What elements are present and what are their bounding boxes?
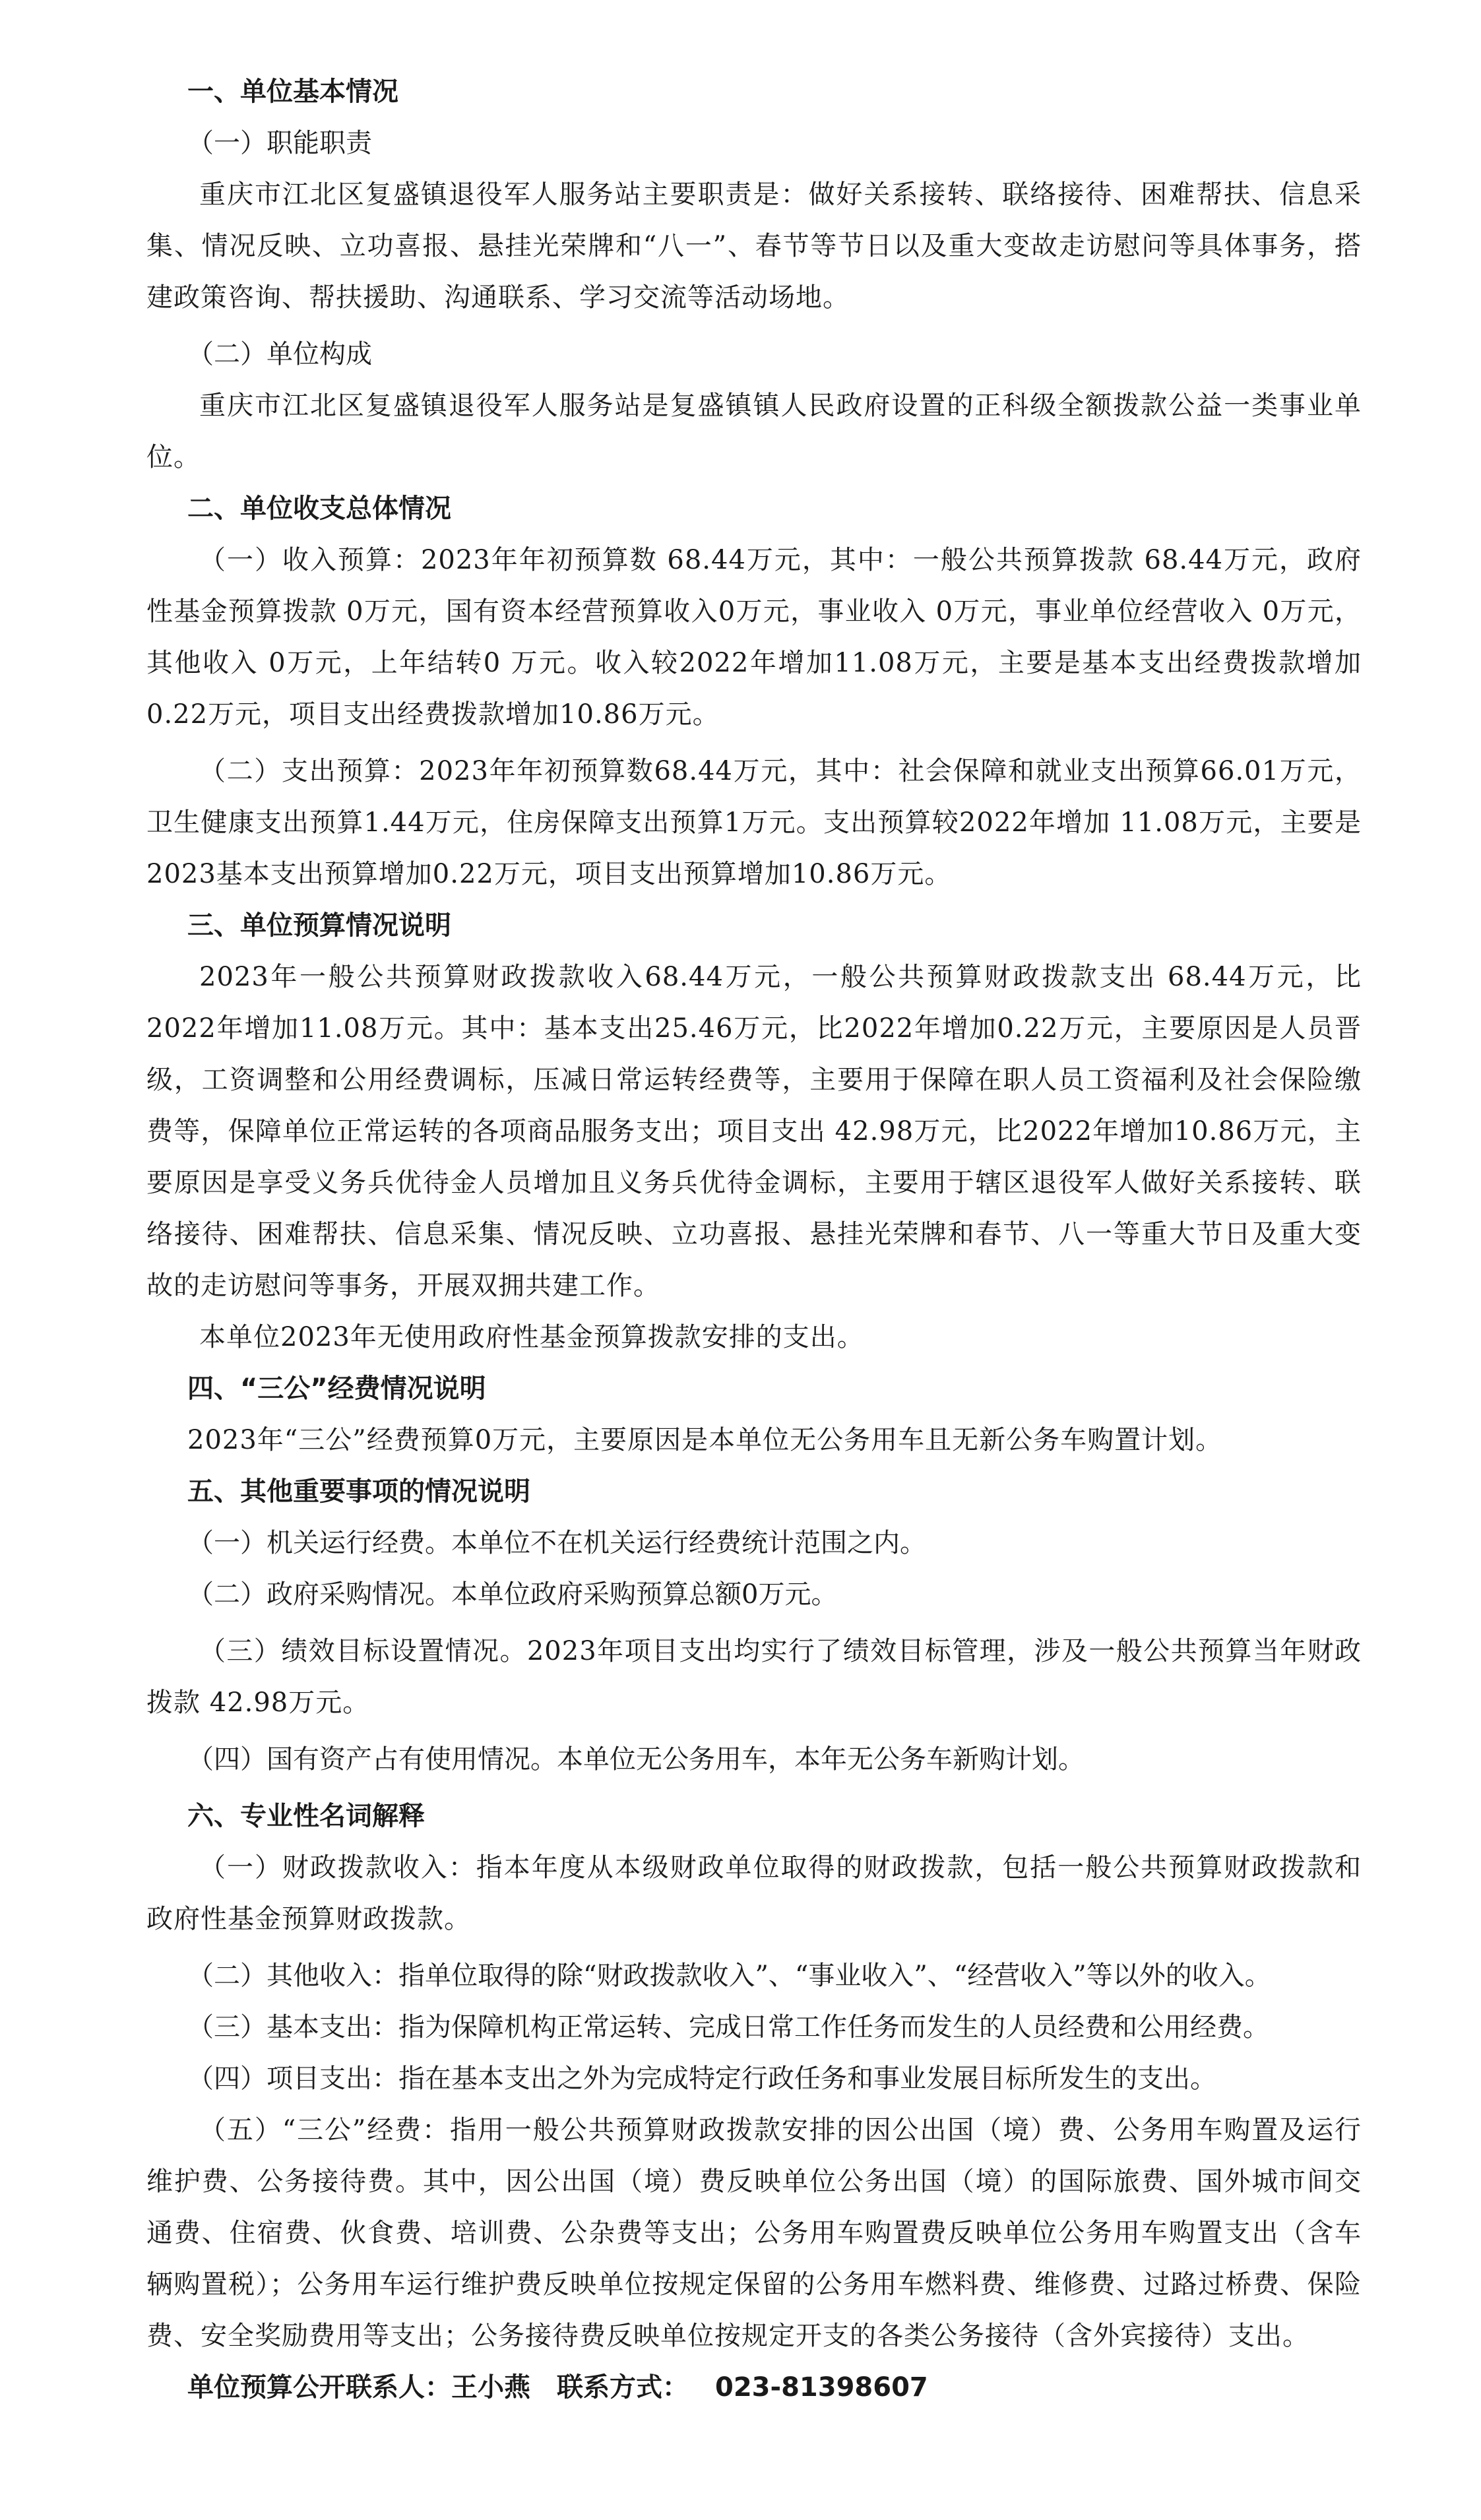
section-heading-three-public: 四、“三公”经费情况说明 — [187, 1373, 486, 1404]
paragraph-glossary-project-expenditure: （四）项目支出：指在基本支出之外为完成特定行政任务和事业发展目标所发生的支出。 — [187, 2063, 1216, 2094]
paragraph-performance-goals: （三）绩效目标设置情况。2023年项目支出均实行了绩效目标管理，涉及一般公共预算当年财政拨款 42.98万元。 — [146, 1636, 1362, 1718]
paragraph-glossary-basic-expenditure: （三）基本支出：指为保障机构正常运转、完成日常工作任务而发生的人员经费和公用经费。 — [187, 2012, 1269, 2042]
paragraph-state-assets: （四）国有资产占有使用情况。本单位无公务用车，本年无公务车新购计划。 — [187, 1744, 1085, 1775]
paragraph-expenditure-budget: （二）支出预算：2023年年初预算数68.44万元，其中：社会保障和就业支出预算66.01万元，卫生健康支出预算1.44万元，住房保障支出预算1万元。支出预算较2022年增加 11.08万元，主要是2023基本支出预算增加0.22万元，项目支出预算增加10.86万元。 — [146, 756, 1362, 889]
paragraph-glossary-three-public: （五）“三公”经费：指用一般公共预算财政拨款安排的因公出国（境）费、公务用车购置及运行维护费、公务接待费。其中，因公出国（境）费反映单位公务出国（境）的国际旅费、国外城市间交通费、住宿费、伙食费、培训费、公杂费等支出；公务用车购置费反映单位公务用车购置支出（含车辆购置税）；公务用车运行维护费反映单位按规定保留的公务用车燃料费、维修费、过路过桥费、保险费、安全奖励费用等支出；公务接待费反映单位按规定开支的各类公务接待（含外宾接待）支出。 — [146, 2115, 1362, 2351]
contact-phone: 023-81398607 — [715, 2372, 928, 2403]
paragraph-three-public: 2023年“三公”经费预算0万元，主要原因是本单位无公务用车且无新公务车购置计划。 — [187, 1425, 1223, 1455]
paragraph-procurement: （二）政府采购情况。本单位政府采购预算总额0万元。 — [187, 1579, 838, 1610]
section-heading-budget-explanation: 三、单位预算情况说明 — [187, 910, 451, 941]
subheading-duties: （一）职能职责 — [187, 128, 372, 158]
paragraph-gov-fund: 本单位2023年无使用政府性基金预算拨款安排的支出。 — [199, 1322, 864, 1352]
contact-line — [146, 2362, 1362, 2413]
contact-name: 王小燕 — [451, 2372, 530, 2403]
paragraph-budget-explanation: 2023年一般公共预算财政拨款收入68.44万元，一般公共预算财政拨款支出 68.44万元，比2022年增加11.08万元。其中：基本支出25.46万元，比2022年增加0.22万元，主要原因是人员晋级，工资调整和公用经费调标，压减日常运转经费等，主要用于保障在职人员工资福利及社会保险缴费等，保障单位正常运转的各项商品服务支出；项目支出 42.98万元，比2022年增加10.86万元，主要原因是享受义务兵优待金人员增加且义务兵优待金调标，主要用于辖区退役军人做好关系接转、联络接待、困难帮扶、信息采集、情况反映、立功喜报、悬挂光荣牌和春节、八一等重大节日及重大变故的走访慰问等事务，开展双拥共建工作。 — [146, 962, 1362, 1301]
document-page — [146, 66, 1362, 2413]
section-heading-basic-info: 一、单位基本情况 — [187, 77, 398, 107]
paragraph-glossary-other-income: （二）其他收入：指单位取得的除“财政拨款收入”、“事业收入”、“经营收入”等以外的收入。 — [187, 1961, 1271, 1991]
paragraph-glossary-fiscal-income: （一）财政拨款收入：指本年度从本级财政单位取得的财政拨款，包括一般公共预算财政拨款和政府性基金预算财政拨款。 — [146, 1852, 1362, 1934]
section-heading-budget-overview: 二、单位收支总体情况 — [187, 493, 451, 524]
contact-method-label: 联系方式： — [557, 2372, 689, 2403]
paragraph-income-budget: （一）收入预算：2023年年初预算数 68.44万元，其中：一般公共预算拨款 68.44万元，政府性基金预算拨款 0万元，国有资本经营预算收入0万元，事业收入 0万元，事业单位经营收入 0万元，其他收入 0万元，上年结转0 万元。收入较2022年增加11.08万元，主要是基本支出经费拨款增加0.22万元，项目支出经费拨款增加10.86万元。 — [146, 545, 1362, 730]
section-heading-other-matters: 五、其他重要事项的情况说明 — [187, 1476, 530, 1507]
paragraph-duties: 重庆市江北区复盛镇退役军人服务站主要职责是：做好关系接转、联络接待、困难帮扶、信息采集、情况反映、立功喜报、悬挂光荣牌和“八一”、春节等节日以及重大变故走访慰问等具体事务，搭建政策咨询、帮扶援助、沟通联系、学习交流等活动场地。 — [146, 179, 1362, 313]
section-heading-glossary: 六、专业性名词解释 — [187, 1801, 425, 1831]
paragraph-operating-costs: （一）机关运行经费。本单位不在机关运行经费统计范围之内。 — [187, 1528, 926, 1558]
subheading-composition: （二）单位构成 — [187, 339, 372, 369]
paragraph-composition: 重庆市江北区复盛镇退役军人服务站是复盛镇镇人民政府设置的正科级全额拨款公益一类事业单位。 — [146, 391, 1362, 472]
contact-label: 单位预算公开联系人： — [187, 2372, 451, 2403]
